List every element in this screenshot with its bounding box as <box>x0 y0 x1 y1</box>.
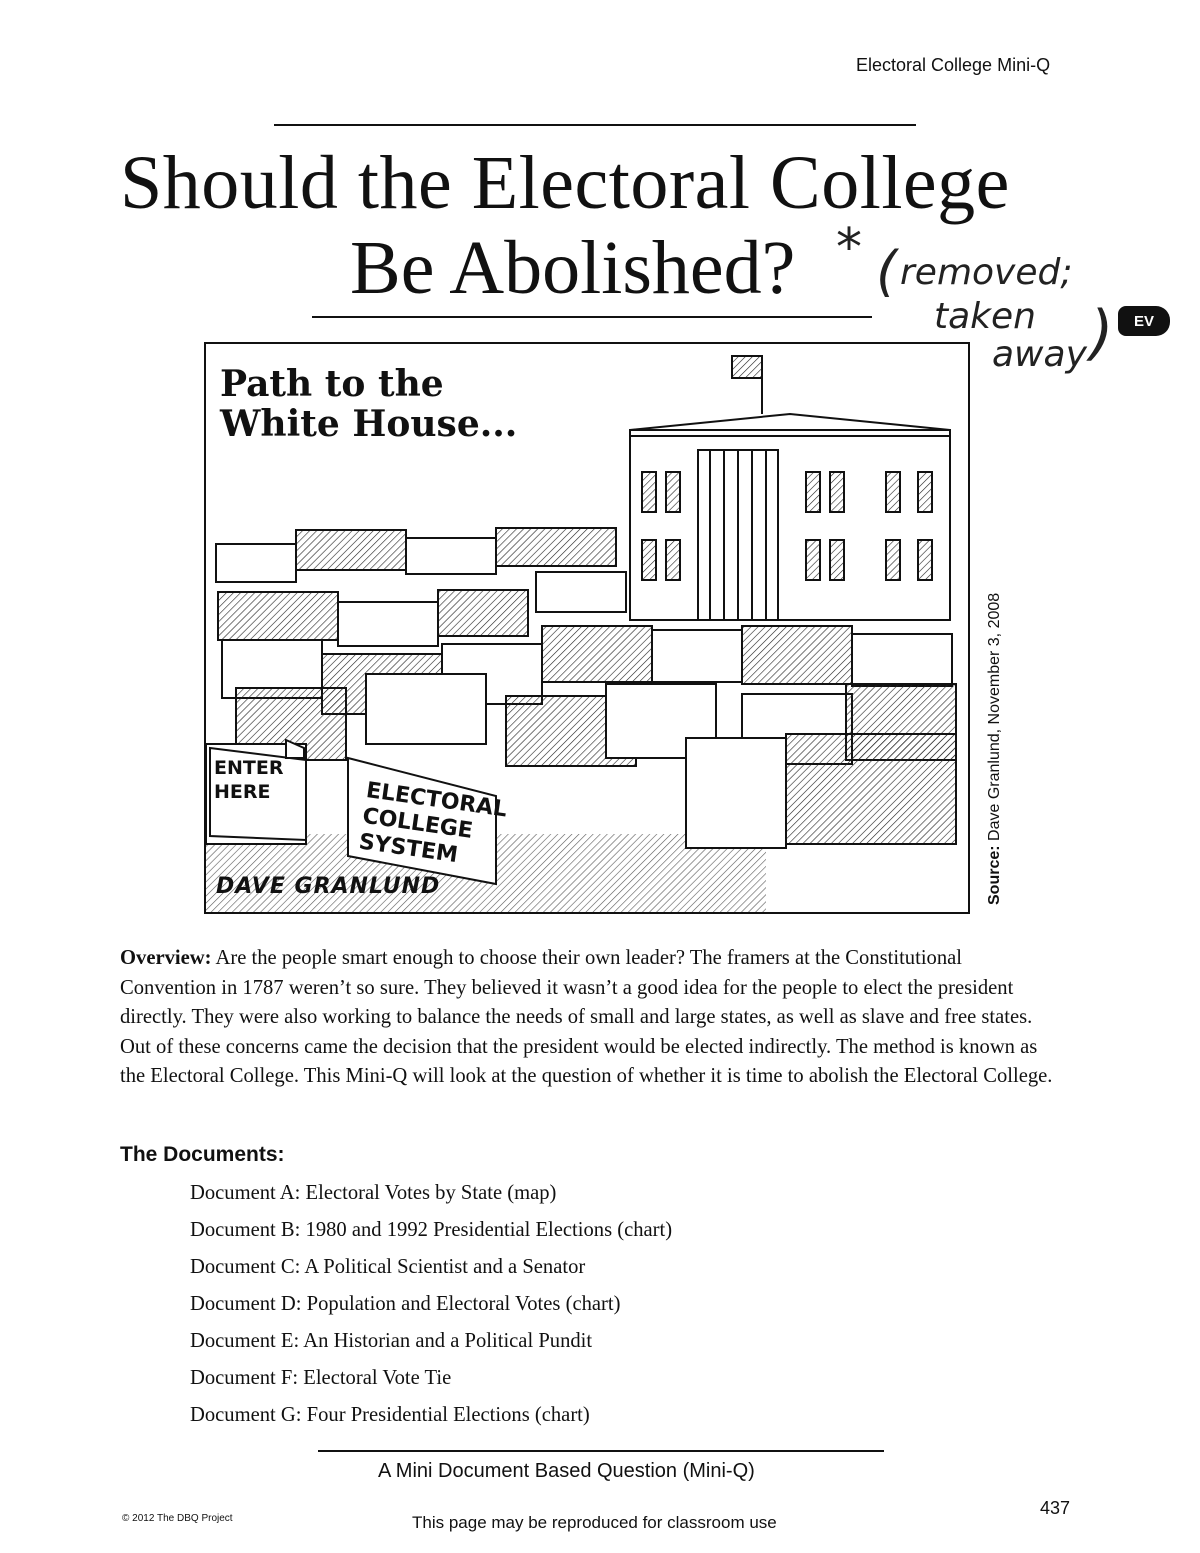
source-text: Dave Granlund, November 3, 2008 <box>986 592 1003 846</box>
handwritten-close-paren: ) <box>1090 298 1114 368</box>
overview-paragraph <box>120 944 1062 1092</box>
source-credit <box>986 593 1004 905</box>
overview-label: Overview: <box>120 947 212 969</box>
page-title-line-1: Should the Electoral College <box>120 141 1010 225</box>
documents-heading: The Documents: <box>120 1143 285 1166</box>
artist-signature: DAVE GRANLUND <box>216 874 441 899</box>
source-label: Source: <box>986 845 1003 905</box>
electoral-college-sign: ELECTORAL COLLEGE SYSTEM <box>357 778 509 869</box>
overview-text: Are the people smart enough to choose their own leader? The framers at the Constitutional Convention in 1787 weren’t so sure. They believed it wasn’t a good idea for the people to elect the president directly. They were also working to balance the needs of small and large states, as well as slave and free states. Out of these concerns came the decision that the president would be elected indirectly. The method is known as the Electoral College. This Mini-Q will look at the question of whether it is time to abolish the Electoral College. <box>120 947 1053 1088</box>
page-number: 437 <box>1040 1498 1071 1518</box>
handwritten-note-line-1: removed; <box>900 252 1073 293</box>
title-top-rule <box>274 124 916 126</box>
handwritten-note-line-2: taken <box>934 296 1036 337</box>
cartoon-title: Path to the White House... <box>220 363 518 445</box>
ev-badge: EV <box>1118 306 1170 336</box>
handwritten-note-line-3: away <box>992 334 1087 375</box>
reproduction-note: This page may be reproduced for classroom use <box>412 1513 777 1532</box>
political-cartoon <box>204 342 970 914</box>
document-item: Document F: Electoral Vote Tie <box>190 1367 452 1389</box>
document-item: Document B: 1980 and 1992 Presidential Elections (chart) <box>190 1219 673 1241</box>
document-item: Document A: Electoral Votes by State (map) <box>190 1182 557 1204</box>
document-item: Document D: Population and Electoral Votes (chart) <box>190 1293 621 1315</box>
document-item: Document C: A Political Scientist and a Senator <box>190 1256 586 1278</box>
footer-title: A Mini Document Based Question (Mini-Q) <box>378 1460 755 1482</box>
handwritten-open-paren: ( <box>876 240 898 303</box>
handwritten-asterisk: * <box>836 218 862 278</box>
running-header: Electoral College Mini-Q <box>856 55 1051 75</box>
page-title-line-2: Be Abolished? <box>350 226 796 310</box>
documents-list <box>190 1178 672 1437</box>
document-item: Document G: Four Presidential Elections (chart) <box>190 1404 590 1426</box>
document-item: Document E: An Historian and a Political Pundit <box>190 1330 593 1352</box>
copyright-notice: © 2012 The DBQ Project <box>122 1513 233 1524</box>
title-bottom-rule <box>312 316 872 318</box>
enter-here-sign: ENTER HERE <box>214 757 284 803</box>
footer-rule <box>318 1450 884 1452</box>
